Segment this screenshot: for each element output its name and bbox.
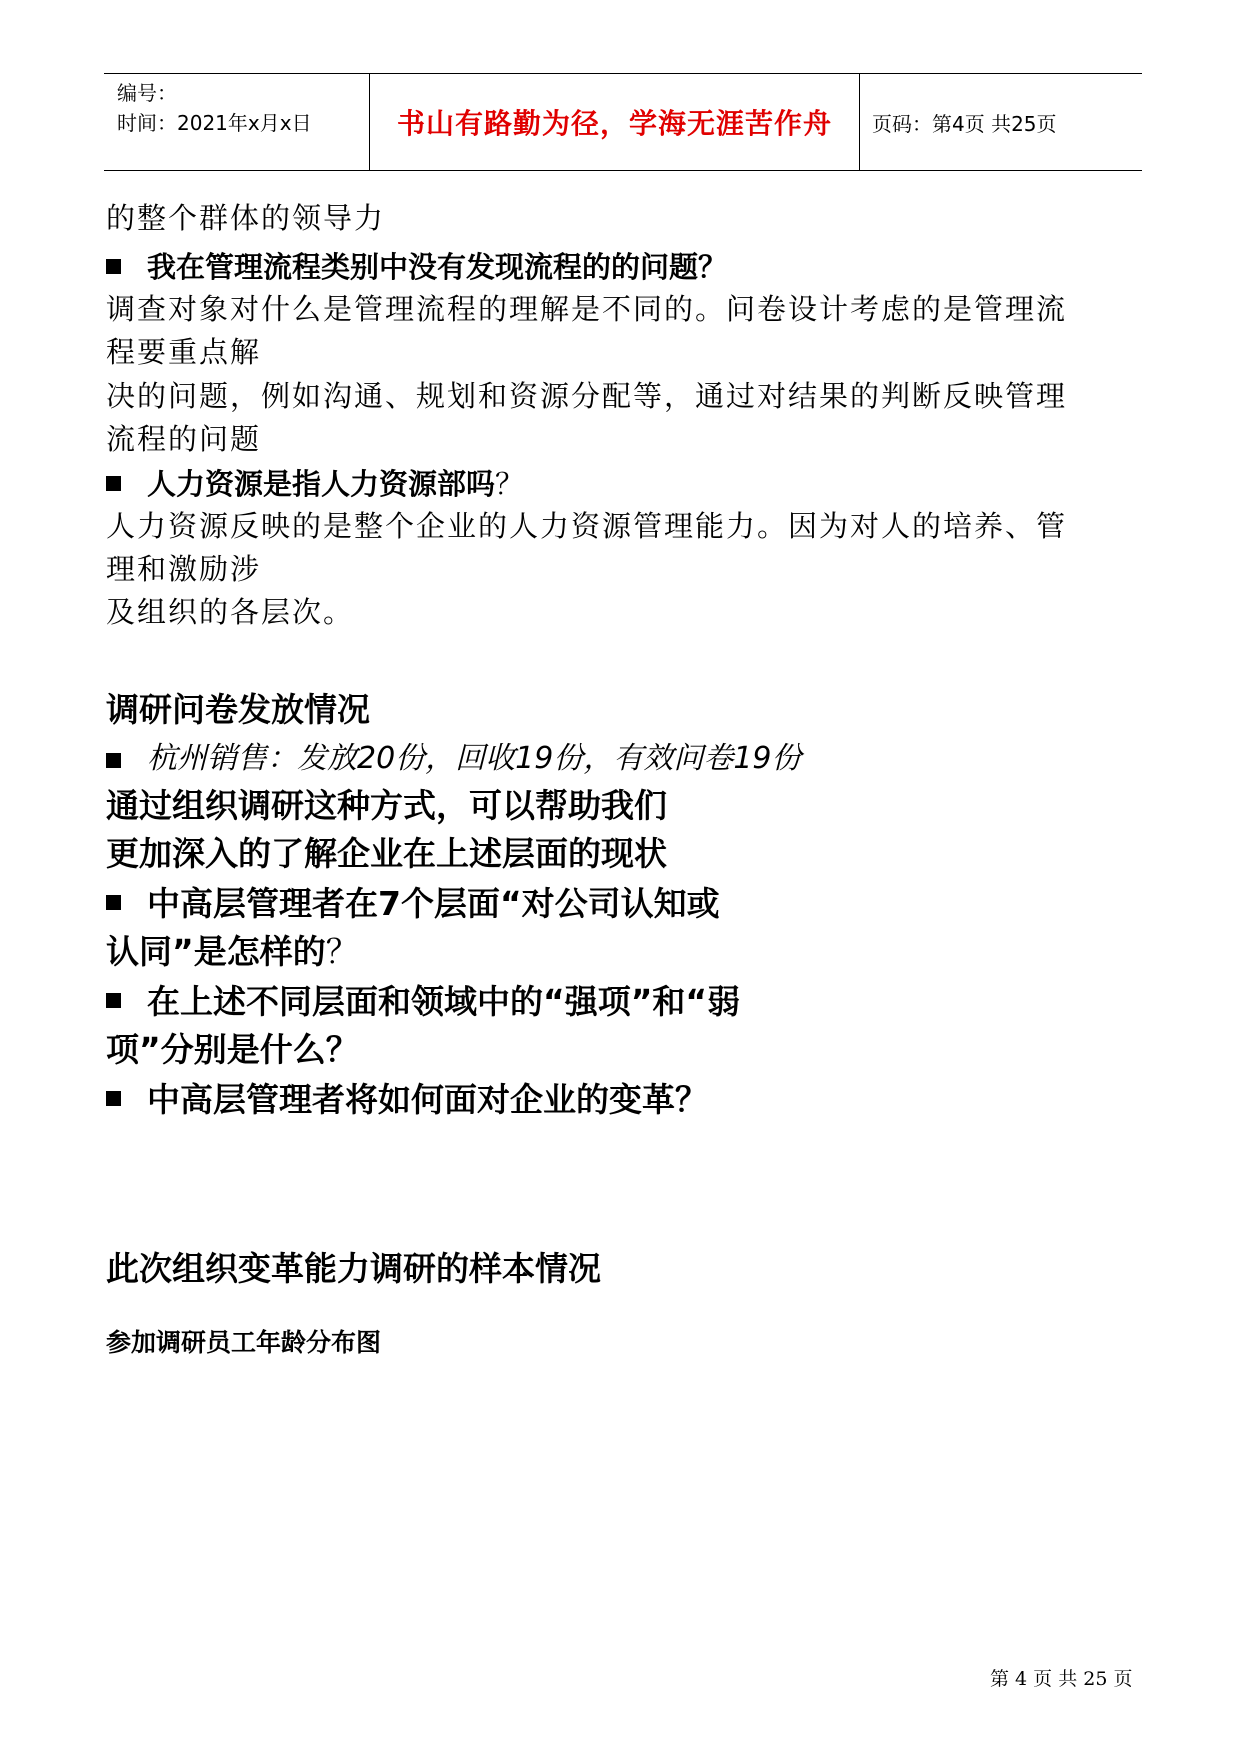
survey-item-text: 杭州销售：发放20份，回收19份，有效问卷19份	[147, 741, 802, 776]
question-text: 我在管理流程类别中没有发现流程的的问题？	[147, 250, 728, 284]
bold-paragraph: 通过组织调研这种方式，可以帮助我们	[106, 786, 667, 825]
page-header	[104, 73, 1142, 171]
text-line: 及组织的各层次。	[106, 595, 355, 629]
header-middle-cell	[370, 74, 860, 170]
bullet-item-continuation: 项”分别是什么？	[106, 1030, 359, 1069]
time-label: 时间：2021年x月x日	[117, 111, 312, 135]
section-title: 调研问卷发放情况	[106, 690, 370, 729]
square-bullet-icon	[106, 895, 121, 910]
motto: 书山有路勤为径，学海无涯苦作舟	[396, 107, 832, 140]
bullet-text: 认同”是怎样的	[106, 932, 326, 971]
question-heading	[106, 245, 727, 286]
question-mark: ？	[325, 932, 359, 971]
text-line: 流程的问题	[106, 422, 262, 456]
bullet-item-continuation	[106, 926, 359, 973]
header-left-cell	[104, 74, 370, 170]
bullet-item	[106, 878, 720, 925]
text-line: 调查对象对什么是管理流程的理解是不同的。问卷设计考虑的是管理流	[106, 292, 1068, 326]
question-mark: ？	[495, 467, 525, 501]
bullet-text: 在上述不同层面和领域中的“强项”和“弱	[147, 982, 741, 1021]
header-right-cell	[860, 74, 1142, 170]
section-title: 此次组织变革能力调研的样本情况	[106, 1249, 601, 1288]
question-text: 人力资源是指人力资源部吗	[147, 467, 496, 501]
square-bullet-icon	[106, 1091, 121, 1106]
bullet-item	[106, 976, 740, 1023]
text-line: 的整个群体的领导力	[106, 201, 386, 235]
page-footer: 第 4 页 共 25 页	[990, 1668, 1133, 1690]
bullet-text: 中高层管理者在7个层面“对公司认知或	[147, 884, 720, 923]
survey-item	[106, 733, 802, 777]
question-heading	[106, 462, 524, 503]
bold-paragraph: 更加深入的了解企业在上述层面的现状	[106, 834, 667, 873]
text-line: 程要重点解	[106, 335, 262, 369]
square-bullet-icon	[106, 259, 121, 274]
text-line: 理和激励涉	[106, 552, 262, 586]
square-bullet-icon	[106, 753, 121, 768]
text-line: 决的问题，例如沟通、规划和资源分配等，通过对结果的判断反映管理	[106, 379, 1068, 413]
square-bullet-icon	[106, 993, 121, 1008]
bullet-text: 中高层管理者将如何面对企业的变革？	[147, 1080, 708, 1119]
number-label: 编号：	[117, 81, 177, 105]
page-info: 页码：第4页 共25页	[872, 111, 1057, 136]
square-bullet-icon	[106, 476, 121, 491]
bullet-item	[106, 1074, 708, 1121]
text-line: 人力资源反映的是整个企业的人力资源管理能力。因为对人的培养、管	[106, 509, 1068, 543]
chart-caption: 参加调研员工年龄分布图	[106, 1328, 382, 1357]
